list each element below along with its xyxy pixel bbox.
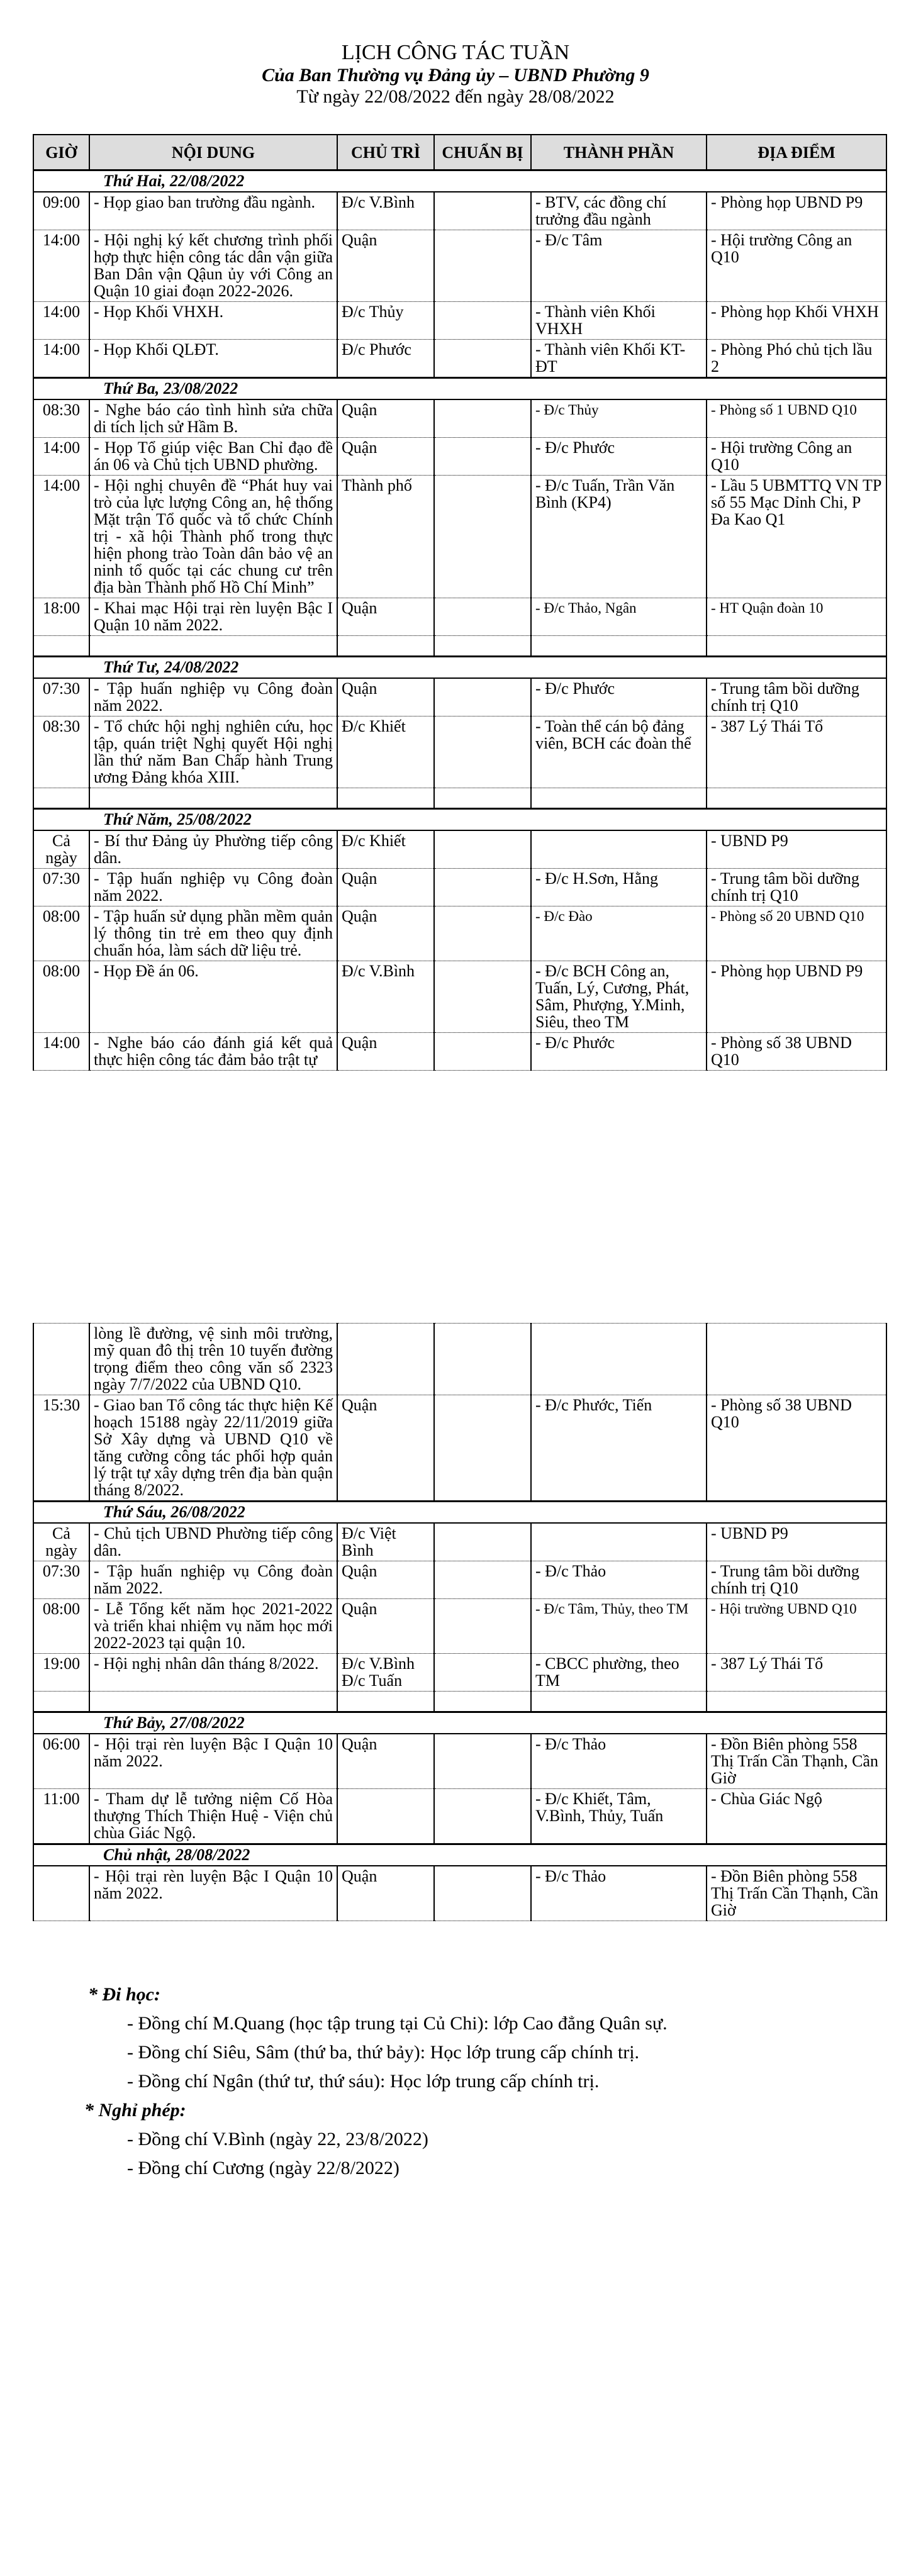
col-header-time: GIỜ	[33, 135, 89, 170]
table-row	[33, 961, 886, 1033]
schedule-table-page-2	[33, 1323, 887, 1921]
event-participants: - Đ/c BCH Công an, Tuấn, Lý, Cương, Phát, Sâm, Phượng, Y.Minh, Siêu, theo TM	[531, 961, 707, 1033]
event-location: - Hội trường UBND Q10	[707, 1599, 886, 1654]
event-location: - Đồn Biên phòng 558 Thị Trấn Cần Thạnh, Cần Giờ	[707, 1734, 886, 1789]
event-host: Đ/c V.Bình	[337, 961, 434, 1033]
table-row	[33, 1561, 886, 1599]
event-location: - Phòng số 1 UBND Q10	[707, 399, 886, 438]
table-row	[33, 230, 886, 302]
event-location: - Hội trường Công an Q10	[707, 438, 886, 476]
event-prep	[434, 1654, 531, 1692]
page-title: LỊCH CÔNG TÁC TUẦN	[341, 41, 570, 64]
event-participants: - Đ/c Thủy	[531, 399, 707, 438]
event-participants: - Thành viên Khối VHXH	[531, 302, 707, 340]
event-content: - Lễ Tổng kết năm học 2021-2022 và triển khai nhiệm vụ năm học mới 2022-2023 tại quận 10.	[89, 1599, 337, 1654]
col-header-content: NỘI DUNG	[89, 135, 337, 170]
day-label: Thứ Bảy, 27/08/2022	[33, 1712, 886, 1734]
leave-item: - Đồng chí Cương (ngày 22/8/2022)	[127, 2158, 400, 2178]
table-row	[33, 1734, 886, 1789]
event-location: - Đồn Biên phòng 558 Thị Trấn Cần Thạnh, Cần Giờ	[707, 1866, 886, 1921]
event-content: - Tập huấn nghiệp vụ Công đoàn năm 2022.	[89, 678, 337, 716]
event-time: Cả ngày	[33, 830, 89, 869]
event-participants	[531, 1523, 707, 1561]
event-location: - Phòng họp UBND P9	[707, 192, 886, 230]
event-location: - Phòng số 38 UBND Q10	[707, 1395, 886, 1502]
event-prep	[434, 716, 531, 788]
table-row	[33, 438, 886, 476]
table-row	[33, 340, 886, 378]
event-participants: - Đ/c Tâm	[531, 230, 707, 302]
event-content: - Giao ban Tổ công tác thực hiện Kế hoạch 15188 ngày 22/11/2019 giữa Sở Xây dựng và UBND Q10 về tăng cường công tác phối hợp quản lý trật tự xây dựng trên địa bàn quận tháng 8/2022.	[89, 1395, 337, 1502]
event-prep	[434, 1561, 531, 1599]
event-prep	[434, 1033, 531, 1071]
event-host: Đ/c Khiết	[337, 830, 434, 869]
day-label: Thứ Năm, 25/08/2022	[33, 809, 886, 831]
event-host: Đ/c Khiết	[337, 716, 434, 788]
event-prep	[434, 302, 531, 340]
event-participants: - Đ/c Khiết, Tâm, V.Bình, Thủy, Tuấn	[531, 1789, 707, 1844]
table-header-row	[33, 135, 886, 170]
table-row	[33, 476, 886, 598]
event-host: Quận	[337, 1395, 434, 1502]
event-content: - Chủ tịch UBND Phường tiếp công dân.	[89, 1523, 337, 1561]
event-host: Đ/c Phước	[337, 340, 434, 378]
col-header-location: ĐỊA ĐIỂM	[707, 135, 886, 170]
event-prep	[434, 1599, 531, 1654]
day-row-friday	[33, 1502, 886, 1524]
day-label: Thứ Ba, 23/08/2022	[33, 378, 886, 400]
event-time: 08:00	[33, 1599, 89, 1654]
event-host: Quận	[337, 399, 434, 438]
event-host: Quận	[337, 1561, 434, 1599]
event-content: - Tổ chức hội nghị nghiên cứu, học tập, quán triệt Nghị quyết Hội nghị lần thứ năm Ban Chấp hành Trung ương Đảng khóa XIII.	[89, 716, 337, 788]
col-header-prep: CHUẨN BỊ	[434, 135, 531, 170]
table-row-empty	[33, 1692, 886, 1712]
day-row-thursday	[33, 809, 886, 831]
event-prep	[434, 961, 531, 1033]
day-row-tuesday	[33, 378, 886, 400]
event-host: Quận	[337, 678, 434, 716]
event-host: Đ/c Việt Bình	[337, 1523, 434, 1561]
event-time: 08:00	[33, 906, 89, 961]
leave-heading: * Nghỉ phép:	[84, 2100, 186, 2121]
event-location: - Trung tâm bồi dưỡng chính trị Q10	[707, 1561, 886, 1599]
event-location: - Phòng họp Khối VHXH	[707, 302, 886, 340]
study-item: - Đồng chí M.Quang (học tập trung tại Củ Chi): lớp Cao đẳng Quân sự.	[127, 2013, 668, 2034]
study-item: - Đồng chí Ngân (thứ tư, thứ sáu): Học lớp trung cấp chính trị.	[127, 2071, 600, 2092]
event-participants: - Thành viên Khối KT-ĐT	[531, 340, 707, 378]
day-row-monday	[33, 170, 886, 192]
event-content: - Họp Tổ giúp việc Ban Chỉ đạo đề án 06 và Chủ tịch UBND phường.	[89, 438, 337, 476]
event-prep	[434, 1789, 531, 1844]
event-content: - Hội trại rèn luyện Bậc I Quận 10 năm 2022.	[89, 1866, 337, 1921]
event-participants: - Đ/c Tâm, Thủy, theo TM	[531, 1599, 707, 1654]
event-prep	[434, 869, 531, 906]
event-participants: - Đ/c Thảo	[531, 1734, 707, 1789]
event-host: Quận	[337, 230, 434, 302]
day-row-saturday	[33, 1712, 886, 1734]
table-row	[33, 678, 886, 716]
event-prep	[434, 192, 531, 230]
event-participants: - BTV, các đồng chí trưởng đầu ngành	[531, 192, 707, 230]
event-prep	[434, 678, 531, 716]
study-heading: * Đi học:	[88, 1984, 160, 2005]
event-time: 14:00	[33, 476, 89, 598]
event-content: - Khai mạc Hội trại rèn luyện Bậc I Quận 10 năm 2022.	[89, 598, 337, 636]
table-row-empty	[33, 788, 886, 809]
event-location: - Hội trường Công an Q10	[707, 230, 886, 302]
event-time: 08:30	[33, 399, 89, 438]
event-host: Quận	[337, 1734, 434, 1789]
event-location: - Phòng Phó chủ tịch lầu 2	[707, 340, 886, 378]
event-content: - Nghe báo cáo đánh giá kết quả thực hiện công tác đảm bảo trật tự	[89, 1033, 337, 1071]
event-participants: - Đ/c Thảo, Ngân	[531, 598, 707, 636]
table-row	[33, 830, 886, 869]
col-header-participants: THÀNH PHẦN	[531, 135, 707, 170]
event-time: 11:00	[33, 1789, 89, 1844]
event-participants: - Đ/c Đào	[531, 906, 707, 961]
event-prep	[434, 1866, 531, 1921]
table-row	[33, 1599, 886, 1654]
event-host: Quận	[337, 869, 434, 906]
event-content: - Tập huấn sử dụng phần mềm quản lý thông tin trẻ em theo quy định chuẩn hóa, làm sách dữ liệu trẻ.	[89, 906, 337, 961]
event-time: 19:00	[33, 1654, 89, 1692]
event-time: 14:00	[33, 340, 89, 378]
event-location: - Lầu 5 UBMTTQ VN TP số 55 Mạc Dỉnh Chi, P Đa Kao Q1	[707, 476, 886, 598]
event-location: - Phòng số 38 UBND Q10	[707, 1033, 886, 1071]
study-item: - Đồng chí Siêu, Sâm (thứ ba, thứ bảy): Học lớp trung cấp chính trị.	[127, 2042, 640, 2063]
table-row	[33, 1033, 886, 1071]
event-host: Quận	[337, 906, 434, 961]
event-content: - Tập huấn nghiệp vụ Công đoàn năm 2022.	[89, 1561, 337, 1599]
event-time: 07:30	[33, 678, 89, 716]
day-row-sunday	[33, 1844, 886, 1866]
event-location: - Phòng họp UBND P9	[707, 961, 886, 1033]
day-row-wednesday	[33, 657, 886, 679]
schedule-table-page-1	[33, 134, 887, 1071]
event-host: Đ/c V.Bình Đ/c Tuấn	[337, 1654, 434, 1692]
table-row	[33, 192, 886, 230]
table-row	[33, 1789, 886, 1844]
event-location: - 387 Lý Thái Tổ	[707, 716, 886, 788]
event-host: Quận	[337, 598, 434, 636]
event-content: - Họp Khối QLĐT.	[89, 340, 337, 378]
event-prep	[434, 830, 531, 869]
table-row	[33, 1523, 886, 1561]
event-content: - Họp Khối VHXH.	[89, 302, 337, 340]
event-prep	[434, 340, 531, 378]
event-host: Đ/c V.Bình	[337, 192, 434, 230]
event-content: - Hội trại rèn luyện Bậc I Quận 10 năm 2022.	[89, 1734, 337, 1789]
event-time: 06:00	[33, 1734, 89, 1789]
event-location: - HT Quận đoàn 10	[707, 598, 886, 636]
event-participants: - Đ/c Thảo	[531, 1561, 707, 1599]
event-host: Quận	[337, 1033, 434, 1071]
event-content: - Họp Đề án 06.	[89, 961, 337, 1033]
event-time: 08:00	[33, 961, 89, 1033]
event-time: 14:00	[33, 230, 89, 302]
event-participants: - CBCC phường, theo TM	[531, 1654, 707, 1692]
event-time: 07:30	[33, 869, 89, 906]
table-row-continued	[33, 1324, 886, 1395]
table-row	[33, 1654, 886, 1692]
date-range: Từ ngày 22/08/2022 đến ngày 28/08/2022	[296, 86, 615, 107]
event-content: - Hội nghị nhân dân tháng 8/2022.	[89, 1654, 337, 1692]
table-row	[33, 302, 886, 340]
event-participants: - Đ/c Thảo	[531, 1866, 707, 1921]
event-prep	[434, 438, 531, 476]
event-time: 08:30	[33, 716, 89, 788]
document-header	[0, 41, 911, 108]
table-row	[33, 906, 886, 961]
event-prep	[434, 399, 531, 438]
event-content: - Nghe báo cáo tình hình sửa chữa di tích lịch sử Hầm B.	[89, 399, 337, 438]
event-host: Thành phố	[337, 476, 434, 598]
event-content: - Họp giao ban trường đầu ngành.	[89, 192, 337, 230]
event-host: Quận	[337, 1866, 434, 1921]
event-content: - Tập huấn nghiệp vụ Công đoàn năm 2022.	[89, 869, 337, 906]
event-time: 07:30	[33, 1561, 89, 1599]
event-location: - Trung tâm bồi dưỡng chính trị Q10	[707, 869, 886, 906]
event-location: - Chùa Giác Ngộ	[707, 1789, 886, 1844]
event-location: - Phòng số 20 UBND Q10	[707, 906, 886, 961]
event-participants: - Đ/c Phước	[531, 1033, 707, 1071]
event-time: 14:00	[33, 302, 89, 340]
table-row	[33, 716, 886, 788]
event-participants: - Đ/c Phước, Tiến	[531, 1395, 707, 1502]
event-content-continued: lòng lề đường, vệ sinh môi trường, mỹ quan đô thị trên 10 tuyến đường trọng điểm theo công văn số 2323 ngày 7/7/2022 của UBND Q10.	[89, 1324, 337, 1395]
event-time: 15:30	[33, 1395, 89, 1502]
event-prep	[434, 598, 531, 636]
event-time: 14:00	[33, 438, 89, 476]
event-time: 14:00	[33, 1033, 89, 1071]
event-prep	[434, 1523, 531, 1561]
table-row	[33, 1866, 886, 1921]
table-row	[33, 399, 886, 438]
event-participants: - Đ/c Phước	[531, 678, 707, 716]
event-prep	[434, 1395, 531, 1502]
table-row-empty	[33, 636, 886, 657]
event-content: - Tham dự lễ tưởng niệm Cố Hòa thượng Thích Thiện Huệ - Viện chủ chùa Giác Ngộ.	[89, 1789, 337, 1844]
event-prep	[434, 230, 531, 302]
event-prep	[434, 1734, 531, 1789]
event-location: - UBND P9	[707, 1523, 886, 1561]
table-row	[33, 869, 886, 906]
event-host: Quận	[337, 438, 434, 476]
event-content: - Bí thư Đảng ủy Phường tiếp công dân.	[89, 830, 337, 869]
event-content: - Hội nghị chuyên đề “Phát huy vai trò của lực lượng Công an, hệ thống Mặt trận Tổ quốc và tổ chức Chính trị - xã hội Thành phố trong thực hiện phong trào Toàn dân bảo vệ an ninh tổ quốc tại các chung cư trên địa bàn Thành phố Hồ Chí Minh”	[89, 476, 337, 598]
event-prep	[434, 906, 531, 961]
table-row	[33, 1395, 886, 1502]
event-prep	[434, 476, 531, 598]
event-time: 09:00	[33, 192, 89, 230]
event-time: 18:00	[33, 598, 89, 636]
event-participants: - Toàn thể cán bộ đảng viên, BCH các đoàn thể	[531, 716, 707, 788]
day-label: Thứ Sáu, 26/08/2022	[33, 1502, 886, 1524]
event-participants	[531, 830, 707, 869]
event-location: - UBND P9	[707, 830, 886, 869]
page-subtitle: Của Ban Thường vụ Đảng ủy – UBND Phường 9	[262, 65, 649, 86]
event-participants: - Đ/c H.Sơn, Hằng	[531, 869, 707, 906]
notes-section	[84, 1980, 893, 2183]
event-host: Quận	[337, 1599, 434, 1654]
event-time: Cả ngày	[33, 1523, 89, 1561]
event-location: - 387 Lý Thái Tổ	[707, 1654, 886, 1692]
table-row	[33, 598, 886, 636]
event-time	[33, 1866, 89, 1921]
leave-item: - Đồng chí V.Bình (ngày 22, 23/8/2022)	[127, 2129, 428, 2149]
event-host: Đ/c Thủy	[337, 302, 434, 340]
event-content: - Hội nghị ký kết chương trình phối hợp thực hiện công tác dân vận giữa Ban Dân vận Qậun ủy với Công an Quận 10 giai đoạn 2022-2026.	[89, 230, 337, 302]
day-label: Thứ Tư, 24/08/2022	[33, 657, 886, 679]
event-participants: - Đ/c Phước	[531, 438, 707, 476]
event-location: - Trung tâm bồi dưỡng chính trị Q10	[707, 678, 886, 716]
col-header-host: CHỦ TRÌ	[337, 135, 434, 170]
day-label: Thứ Hai, 22/08/2022	[33, 170, 886, 192]
event-participants: - Đ/c Tuấn, Trần Văn Bình (KP4)	[531, 476, 707, 598]
day-label: Chủ nhật, 28/08/2022	[33, 1844, 886, 1866]
event-host	[337, 1789, 434, 1844]
